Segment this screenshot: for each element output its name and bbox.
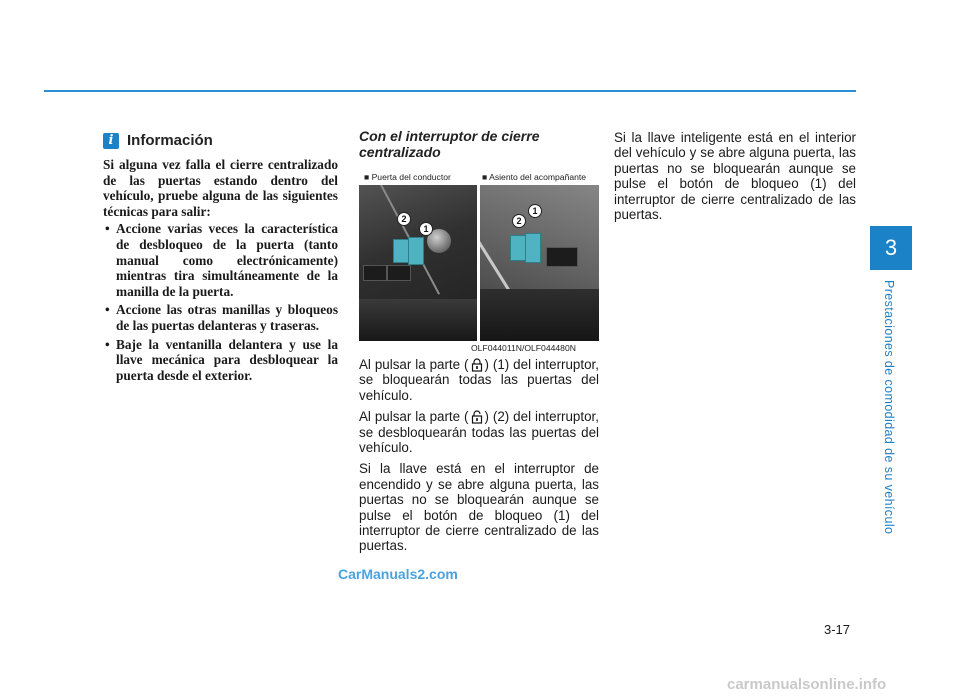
section-title: Con el interruptor de cierre centralizado <box>359 128 540 160</box>
page-number: 3-17 <box>824 622 851 637</box>
smart-key-note <box>614 130 856 222</box>
info-title: Información <box>127 132 213 149</box>
lock-switch-left <box>393 239 409 263</box>
text: Al pulsar la parte ( <box>359 357 469 372</box>
door-switch-figure <box>359 169 599 353</box>
info-box <box>103 132 338 386</box>
top-rule <box>44 90 856 92</box>
unlock-switch-right <box>525 233 541 263</box>
paragraph-smart-key: Si la llave inteligente está en el interior del vehículo y se abre alguna puerta, las puertas no se bloquearán aunque se pulse el botón de bloqueo (1) del interruptor de cierre centralizado de las puertas. <box>614 130 856 223</box>
central-lock-section <box>359 128 599 554</box>
lock-icon <box>471 358 483 372</box>
figure-code: OLF044011N/OLF044480N <box>471 343 576 353</box>
door-lower-panel <box>359 299 477 341</box>
callout-1-left: 1 <box>419 222 433 236</box>
paragraph-key-ignition: Si la llave está en el interruptor de encendido y se abre alguna puerta, las puertas no se bloquearán aunque se pulse el botón de bloqueo (1) del interruptor de cierre centralizado de las puertas. <box>359 461 599 554</box>
footer-watermark: carmanualsonline.info <box>727 676 887 693</box>
info-header <box>103 132 338 149</box>
text: ) (1) del interruptor, se bloquearán todas las puertas del vehículo. <box>359 357 599 403</box>
window-switch <box>363 265 387 281</box>
info-icon: i <box>103 133 119 149</box>
unlock-icon <box>471 410 483 424</box>
driver-label: ■ Puerta del conductor <box>359 169 477 185</box>
paragraph-lock <box>359 357 599 403</box>
callout-2-right: 2 <box>512 214 526 228</box>
watermark-link[interactable]: CarManuals2.com <box>338 566 458 582</box>
chapter-title-vertical <box>882 280 900 540</box>
callout-1-right: 1 <box>528 204 542 218</box>
passenger-door-photo <box>480 169 599 341</box>
chapter-title: Prestaciones de comodidad de su vehículo <box>882 280 896 535</box>
driver-door-photo <box>359 169 477 341</box>
callout-2-left: 2 <box>397 212 411 226</box>
door-lower-panel <box>480 289 599 341</box>
lock-switch-right <box>510 235 526 261</box>
unlock-switch-left <box>408 237 424 265</box>
info-list <box>103 221 338 383</box>
chapter-number: 3 <box>884 235 898 260</box>
paragraph-unlock <box>359 409 599 455</box>
info-bullet: • Accione varias veces la característica de desbloqueo de la puerta (tanto manual como electrónicamente) mientras tira simultáneamente de la manilla de la puerta. <box>103 221 338 299</box>
window-switch <box>387 265 411 281</box>
info-bullet: • Accione las otras manillas y bloqueos de las puertas delanteras y traseras. <box>103 302 338 333</box>
chapter-tab[interactable] <box>870 226 912 270</box>
info-bullet: • Baje la ventanilla delantera y use la llave mecánica para desbloquear la puerta desde el exterior. <box>103 337 338 384</box>
text: ) (2) del interruptor, se desbloquearán todas las puertas del vehículo. <box>359 409 599 456</box>
info-intro: Si alguna vez falla el cierre centralizado de las puertas estando dentro del vehículo, pruebe alguna de las siguientes técnicas para salir: <box>103 157 338 219</box>
text: Al pulsar la parte ( <box>359 409 469 425</box>
passenger-label: ■ Asiento del acompañante <box>480 169 599 185</box>
window-switch <box>546 247 578 267</box>
